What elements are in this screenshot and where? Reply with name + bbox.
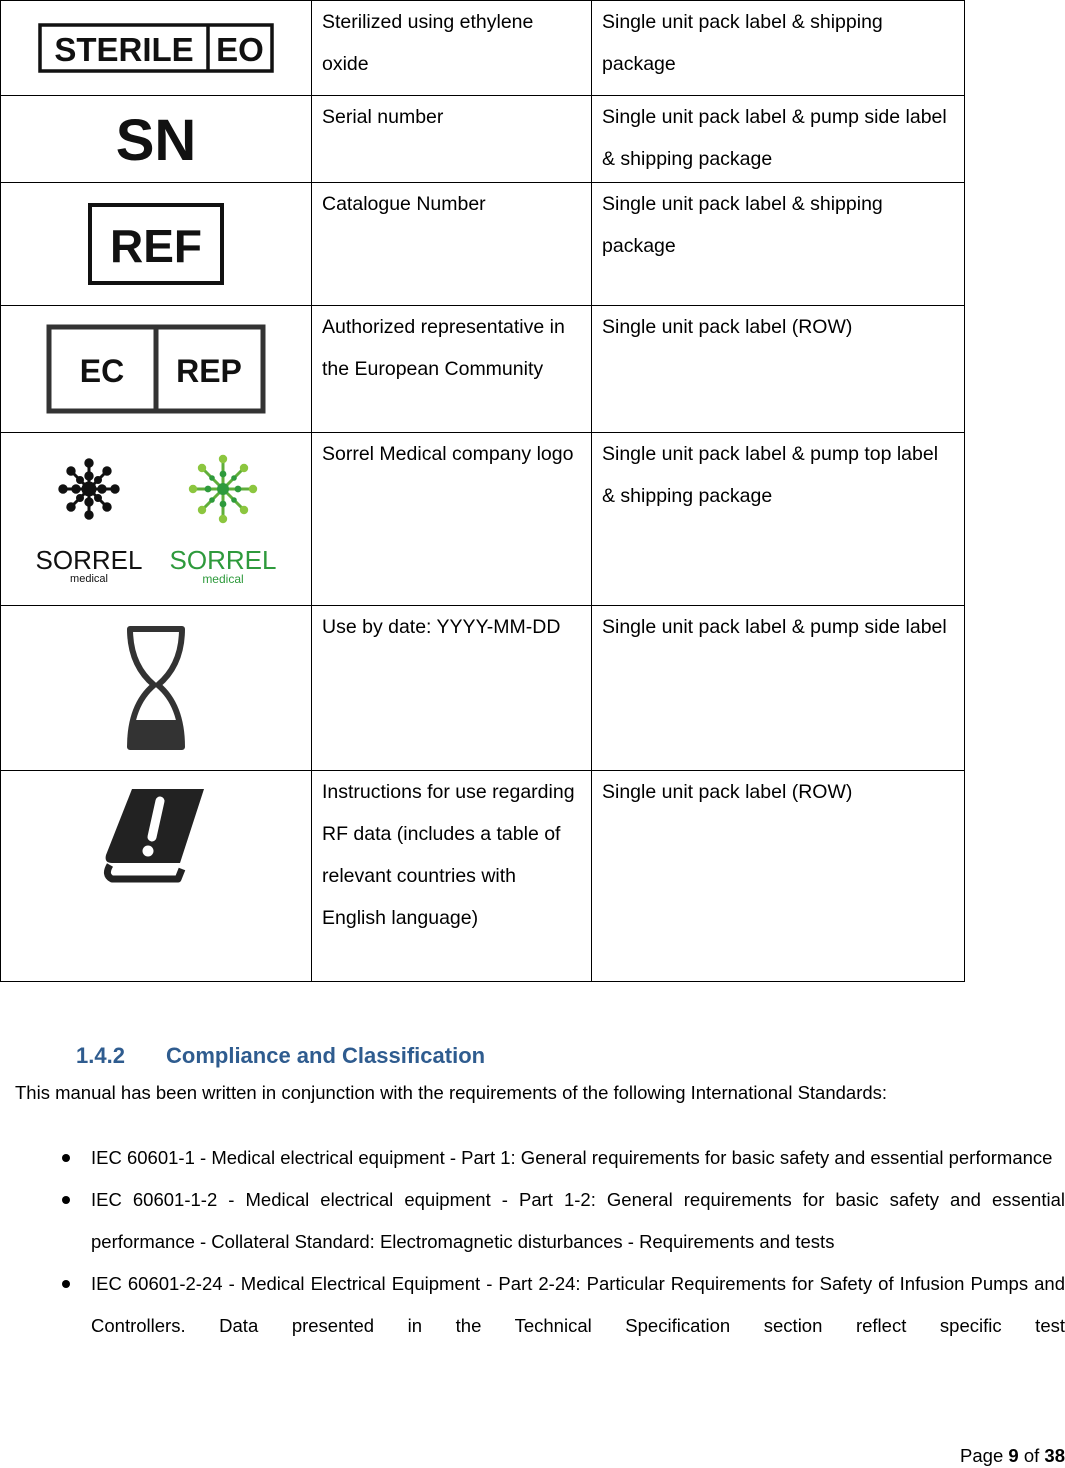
- svg-text:STERILE: STERILE: [54, 31, 194, 68]
- symbol-meaning: Catalogue Number: [312, 183, 592, 306]
- section-heading: [76, 1043, 485, 1069]
- symbol-meaning: Use by date: YYYY-MM-DD: [312, 606, 592, 771]
- svg-text:SORREL: SORREL: [169, 545, 277, 575]
- sterile-eo-icon: [38, 23, 274, 73]
- symbol-location: Single unit pack label & shipping package: [592, 1, 965, 96]
- symbol-location: Single unit pack label (ROW): [592, 306, 965, 433]
- symbol-cell: [1, 433, 312, 606]
- table-row: [1, 771, 965, 982]
- symbol-cell: [1, 771, 312, 982]
- page-number: 9: [1008, 1445, 1019, 1466]
- svg-text:EC: EC: [79, 353, 125, 389]
- list-item: IEC 60601-1-2 - Medical electrical equipment - Part 1-2: General requirements for basic safety and essential performance - Collateral Standard: Electromagnetic disturbances - Requirements and tests: [0, 1179, 1065, 1263]
- section-title: Compliance and Classification: [166, 1043, 486, 1068]
- instructions-for-use-icon: [102, 785, 210, 885]
- svg-text:REF: REF: [110, 220, 202, 272]
- svg-text:medical: medical: [202, 572, 244, 586]
- symbol-cell: [1, 306, 312, 433]
- table-row: [1, 183, 965, 306]
- use-by-date-icon: [126, 625, 186, 751]
- svg-text:EO: EO: [216, 31, 264, 68]
- symbol-cell: [1, 96, 312, 183]
- symbol-location: Single unit pack label & pump top label & shipping package: [592, 433, 965, 606]
- svg-text:REP: REP: [176, 353, 242, 389]
- symbol-meaning: Serial number: [312, 96, 592, 183]
- table-row: [1, 306, 965, 433]
- page-label: Page: [960, 1445, 1004, 1466]
- svg-text:SN: SN: [115, 108, 197, 172]
- symbol-meaning: Instructions for use regarding RF data (includes a table of relevant countries with English language): [312, 771, 592, 982]
- table-row: [1, 606, 965, 771]
- total-pages: 38: [1044, 1445, 1065, 1466]
- standards-list: [0, 1137, 1065, 1347]
- list-item: IEC 60601-2-24 - Medical Electrical Equipment - Part 2-24: Particular Requirements for Safety of Infusion Pumps and Controllers. Data presented in the Technical Specification section reflect specific test: [0, 1263, 1065, 1347]
- symbol-meaning: Authorized representative in the European Community: [312, 306, 592, 433]
- symbol-location: Single unit pack label & pump side label: [592, 606, 965, 771]
- symbol-meaning: Sterilized using ethylene oxide: [312, 1, 592, 96]
- of-label: of: [1023, 1445, 1040, 1466]
- page-footer: [960, 1445, 1065, 1467]
- section-number: 1.4.2: [76, 1043, 125, 1068]
- table-row: [1, 1, 965, 96]
- list-item: IEC 60601-1 - Medical electrical equipment - Part 1: General requirements for basic safety and essential performance: [0, 1137, 1065, 1179]
- symbol-cell: [1, 1, 312, 96]
- symbol-cell: [1, 606, 312, 771]
- table-row: [1, 96, 965, 183]
- symbol-location: Single unit pack label & shipping package: [592, 183, 965, 306]
- symbol-meaning: Sorrel Medical company logo: [312, 433, 592, 606]
- serial-number-icon: [106, 106, 206, 172]
- ec-rep-icon: [46, 324, 266, 414]
- symbol-cell: [1, 183, 312, 306]
- section-intro: This manual has been written in conjunction with the requirements of the following International Standards:: [15, 1082, 888, 1103]
- catalogue-number-icon: [87, 202, 225, 286]
- svg-text:medical: medical: [70, 573, 108, 585]
- svg-text:SORREL: SORREL: [35, 545, 143, 575]
- table-row: [1, 433, 965, 606]
- sorrel-logo-icon: [26, 449, 286, 589]
- symbol-location: Single unit pack label (ROW): [592, 771, 965, 982]
- symbol-location: Single unit pack label & pump side label & shipping package: [592, 96, 965, 183]
